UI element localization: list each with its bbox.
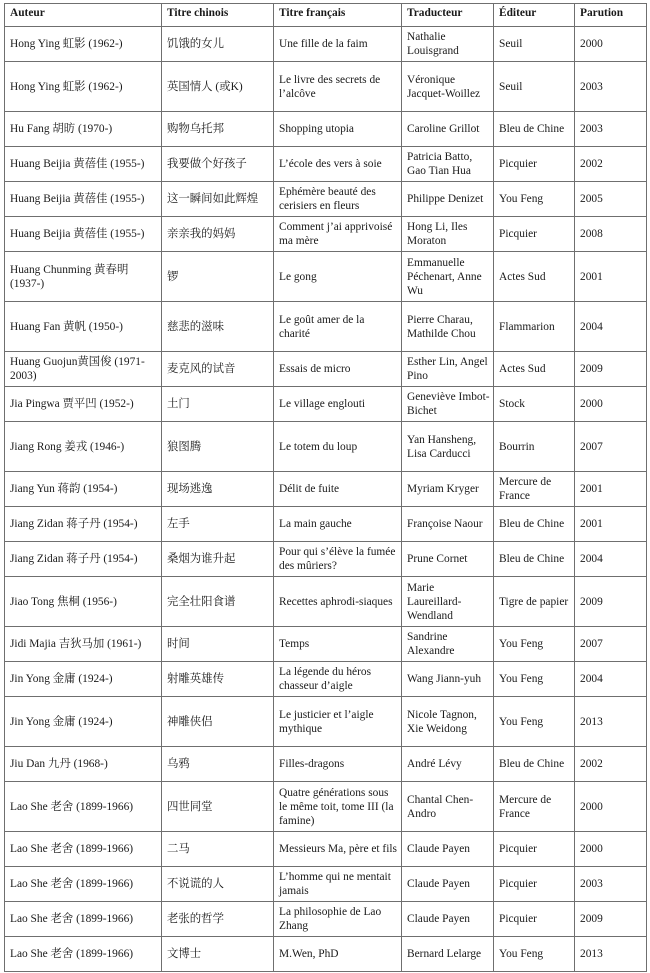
cell-titre-chinois: 文博士 <box>162 937 274 972</box>
cell-traducteur: Prune Cornet <box>402 542 494 577</box>
table-row <box>5 217 647 252</box>
cell-parution: 2003 <box>575 112 647 147</box>
table-row <box>5 697 647 747</box>
cell-titre-chinois: 购物乌托邦 <box>162 112 274 147</box>
cell-editeur: Actes Sud <box>494 352 575 387</box>
cell-traducteur: Marie Laureillard-Wendland <box>402 577 494 627</box>
cell-editeur: You Feng <box>494 182 575 217</box>
cell-traducteur: Françoise Naour <box>402 507 494 542</box>
table-row <box>5 662 647 697</box>
table-row <box>5 252 647 302</box>
cell-auteur: Hu Fang 胡昉 (1970-) <box>5 112 162 147</box>
cell-parution: 2013 <box>575 697 647 747</box>
cell-titre-francais: Délit de fuite <box>274 472 402 507</box>
cell-parution: 2004 <box>575 542 647 577</box>
cell-titre-chinois: 英国情人 (或K) <box>162 62 274 112</box>
cell-titre-chinois: 不说谎的人 <box>162 867 274 902</box>
cell-parution: 2007 <box>575 422 647 472</box>
table-row <box>5 747 647 782</box>
cell-traducteur: Bernard Lelarge <box>402 937 494 972</box>
cell-editeur: Seuil <box>494 62 575 112</box>
header-titre-chinois: Titre chinois <box>162 4 274 27</box>
cell-auteur: Jia Pingwa 贾平凹 (1952-) <box>5 387 162 422</box>
cell-editeur: Bleu de Chine <box>494 542 575 577</box>
cell-parution: 2003 <box>575 867 647 902</box>
cell-titre-chinois: 桑烟为谁升起 <box>162 542 274 577</box>
cell-traducteur: Chantal Chen-Andro <box>402 782 494 832</box>
cell-editeur: Seuil <box>494 27 575 62</box>
table-row <box>5 147 647 182</box>
cell-editeur: Mercure de France <box>494 782 575 832</box>
cell-titre-francais: Le totem du loup <box>274 422 402 472</box>
translations-table <box>4 3 647 972</box>
cell-titre-chinois: 我要做个好孩子 <box>162 147 274 182</box>
cell-auteur: Jin Yong 金庸 (1924-) <box>5 662 162 697</box>
cell-titre-chinois: 老张的哲学 <box>162 902 274 937</box>
cell-editeur: Mercure de France <box>494 472 575 507</box>
cell-auteur: Jiang Yun 蒋韵 (1954-) <box>5 472 162 507</box>
cell-titre-francais: Une fille de la faim <box>274 27 402 62</box>
cell-traducteur: Véronique Jacquet-Woillez <box>402 62 494 112</box>
cell-editeur: Bleu de Chine <box>494 747 575 782</box>
table-row <box>5 387 647 422</box>
cell-titre-francais: Le gong <box>274 252 402 302</box>
cell-titre-chinois: 完全壮阳食谱 <box>162 577 274 627</box>
cell-titre-chinois: 锣 <box>162 252 274 302</box>
cell-titre-francais: Temps <box>274 627 402 662</box>
cell-titre-chinois: 狼图腾 <box>162 422 274 472</box>
cell-titre-chinois: 神雕侠侣 <box>162 697 274 747</box>
cell-auteur: Jin Yong 金庸 (1924-) <box>5 697 162 747</box>
cell-parution: 2007 <box>575 627 647 662</box>
cell-parution: 2001 <box>575 252 647 302</box>
header-titre-francais: Titre français <box>274 4 402 27</box>
cell-titre-francais: Recettes aphrodi-siaques <box>274 577 402 627</box>
cell-editeur: Picquier <box>494 902 575 937</box>
cell-parution: 2009 <box>575 352 647 387</box>
table-header <box>5 4 647 27</box>
cell-editeur: You Feng <box>494 627 575 662</box>
cell-auteur: Lao She 老舍 (1899-1966) <box>5 832 162 867</box>
cell-parution: 2000 <box>575 27 647 62</box>
cell-editeur: Bourrin <box>494 422 575 472</box>
cell-parution: 2004 <box>575 662 647 697</box>
cell-traducteur: André Lévy <box>402 747 494 782</box>
table-row <box>5 577 647 627</box>
cell-titre-francais: M.Wen, PhD <box>274 937 402 972</box>
cell-editeur: Stock <box>494 387 575 422</box>
cell-titre-francais: Le justicier et l’aigle mythique <box>274 697 402 747</box>
cell-titre-francais: La philosophie de Lao Zhang <box>274 902 402 937</box>
cell-titre-chinois: 二马 <box>162 832 274 867</box>
cell-titre-chinois: 这一瞬间如此辉煌 <box>162 182 274 217</box>
cell-titre-francais: Messieurs Ma, père et fils <box>274 832 402 867</box>
cell-auteur: Jiao Tong 焦桐 (1956-) <box>5 577 162 627</box>
cell-parution: 2000 <box>575 387 647 422</box>
table-body <box>5 27 647 972</box>
cell-traducteur: Esther Lin, Angel Pino <box>402 352 494 387</box>
table-row <box>5 182 647 217</box>
table-row <box>5 902 647 937</box>
cell-titre-francais: Ephémère beauté des cerisiers en fleurs <box>274 182 402 217</box>
cell-editeur: Tigre de papier <box>494 577 575 627</box>
cell-titre-chinois: 饥饿的女儿 <box>162 27 274 62</box>
cell-titre-francais: L’homme qui ne mentait jamais <box>274 867 402 902</box>
cell-parution: 2009 <box>575 902 647 937</box>
cell-editeur: You Feng <box>494 697 575 747</box>
cell-titre-chinois: 乌鸦 <box>162 747 274 782</box>
cell-auteur: Huang Beijia 黄蓓佳 (1955-) <box>5 147 162 182</box>
cell-titre-francais: L’école des vers à soie <box>274 147 402 182</box>
cell-editeur: Actes Sud <box>494 252 575 302</box>
cell-parution: 2013 <box>575 937 647 972</box>
cell-traducteur: Myriam Kryger <box>402 472 494 507</box>
cell-titre-francais: Essais de micro <box>274 352 402 387</box>
cell-traducteur: Geneviève Imbot-Bichet <box>402 387 494 422</box>
cell-titre-francais: Le goût amer de la charité <box>274 302 402 352</box>
table-row <box>5 867 647 902</box>
table-row <box>5 422 647 472</box>
cell-parution: 2003 <box>575 62 647 112</box>
cell-editeur: Picquier <box>494 867 575 902</box>
table-row <box>5 542 647 577</box>
cell-auteur: Lao She 老舍 (1899-1966) <box>5 902 162 937</box>
cell-traducteur: Claude Payen <box>402 867 494 902</box>
cell-titre-francais: Comment j’ai apprivoisé ma mère <box>274 217 402 252</box>
cell-titre-chinois: 亲亲我的妈妈 <box>162 217 274 252</box>
cell-titre-francais: Filles-dragons <box>274 747 402 782</box>
cell-editeur: Bleu de Chine <box>494 507 575 542</box>
table-row <box>5 352 647 387</box>
cell-auteur: Jidi Majia 吉狄马加 (1961-) <box>5 627 162 662</box>
table-row <box>5 627 647 662</box>
cell-parution: 2002 <box>575 747 647 782</box>
cell-auteur: Hong Ying 虹影 (1962-) <box>5 62 162 112</box>
cell-parution: 2000 <box>575 782 647 832</box>
cell-titre-francais: Quatre générations sous le même toit, tome III (la famine) <box>274 782 402 832</box>
table-row <box>5 302 647 352</box>
table-row <box>5 27 647 62</box>
cell-traducteur: Pierre Charau, Mathilde Chou <box>402 302 494 352</box>
table-row <box>5 472 647 507</box>
cell-editeur: Bleu de Chine <box>494 112 575 147</box>
cell-traducteur: Patricia Batto, Gao Tian Hua <box>402 147 494 182</box>
cell-auteur: Lao She 老舍 (1899-1966) <box>5 937 162 972</box>
cell-parution: 2009 <box>575 577 647 627</box>
cell-auteur: Huang Chunming 黄春明 (1937-) <box>5 252 162 302</box>
cell-parution: 2001 <box>575 507 647 542</box>
cell-traducteur: Hong Li, Iles Moraton <box>402 217 494 252</box>
table-row <box>5 937 647 972</box>
table-row <box>5 832 647 867</box>
header-traducteur: Traducteur <box>402 4 494 27</box>
cell-traducteur: Nicole Tagnon, Xie Weidong <box>402 697 494 747</box>
table-row <box>5 62 647 112</box>
cell-traducteur: Philippe Denizet <box>402 182 494 217</box>
table-row <box>5 782 647 832</box>
cell-titre-francais: Le livre des secrets de l’alcôve <box>274 62 402 112</box>
cell-traducteur: Sandrine Alexandre <box>402 627 494 662</box>
cell-traducteur: Caroline Grillot <box>402 112 494 147</box>
cell-titre-francais: Shopping utopia <box>274 112 402 147</box>
cell-auteur: Huang Guojun黄国俊 (1971-2003) <box>5 352 162 387</box>
cell-editeur: Picquier <box>494 147 575 182</box>
cell-titre-francais: Pour qui s’élève la fumée des mûriers? <box>274 542 402 577</box>
cell-titre-francais: La légende du héros chasseur d’aigle <box>274 662 402 697</box>
cell-editeur: Picquier <box>494 832 575 867</box>
cell-editeur: You Feng <box>494 937 575 972</box>
cell-auteur: Lao She 老舍 (1899-1966) <box>5 782 162 832</box>
cell-titre-francais: Le village englouti <box>274 387 402 422</box>
cell-titre-chinois: 土门 <box>162 387 274 422</box>
cell-parution: 2001 <box>575 472 647 507</box>
cell-auteur: Lao She 老舍 (1899-1966) <box>5 867 162 902</box>
table-row <box>5 112 647 147</box>
cell-titre-chinois: 时间 <box>162 627 274 662</box>
cell-parution: 2000 <box>575 832 647 867</box>
table-row <box>5 507 647 542</box>
header-parution: Parution <box>575 4 647 27</box>
cell-editeur: You Feng <box>494 662 575 697</box>
cell-traducteur: Claude Payen <box>402 902 494 937</box>
cell-parution: 2004 <box>575 302 647 352</box>
cell-traducteur: Wang Jiann-yuh <box>402 662 494 697</box>
cell-traducteur: Claude Payen <box>402 832 494 867</box>
cell-auteur: Hong Ying 虹影 (1962-) <box>5 27 162 62</box>
cell-traducteur: Yan Hansheng, Lisa Carducci <box>402 422 494 472</box>
cell-auteur: Jiang Zidan 蒋子丹 (1954-) <box>5 542 162 577</box>
cell-traducteur: Nathalie Louisgrand <box>402 27 494 62</box>
cell-titre-chinois: 麦克风的试音 <box>162 352 274 387</box>
cell-titre-francais: La main gauche <box>274 507 402 542</box>
cell-auteur: Jiang Zidan 蒋子丹 (1954-) <box>5 507 162 542</box>
header-editeur: Éditeur <box>494 4 575 27</box>
header-auteur: Auteur <box>5 4 162 27</box>
cell-auteur: Huang Fan 黄帆 (1950-) <box>5 302 162 352</box>
cell-titre-chinois: 四世同堂 <box>162 782 274 832</box>
cell-titre-chinois: 慈悲的滋味 <box>162 302 274 352</box>
cell-parution: 2002 <box>575 147 647 182</box>
cell-editeur: Flammarion <box>494 302 575 352</box>
cell-auteur: Huang Beijia 黄蓓佳 (1955-) <box>5 217 162 252</box>
header-row <box>5 4 647 27</box>
cell-auteur: Jiu Dan 九丹 (1968-) <box>5 747 162 782</box>
cell-parution: 2005 <box>575 182 647 217</box>
cell-traducteur: Emmanuelle Péchenart, Anne Wu <box>402 252 494 302</box>
cell-titre-chinois: 左手 <box>162 507 274 542</box>
cell-parution: 2008 <box>575 217 647 252</box>
cell-titre-chinois: 现场逃逸 <box>162 472 274 507</box>
cell-auteur: Jiang Rong 姜戎 (1946-) <box>5 422 162 472</box>
cell-titre-chinois: 射雕英雄传 <box>162 662 274 697</box>
cell-auteur: Huang Beijia 黄蓓佳 (1955-) <box>5 182 162 217</box>
cell-editeur: Picquier <box>494 217 575 252</box>
